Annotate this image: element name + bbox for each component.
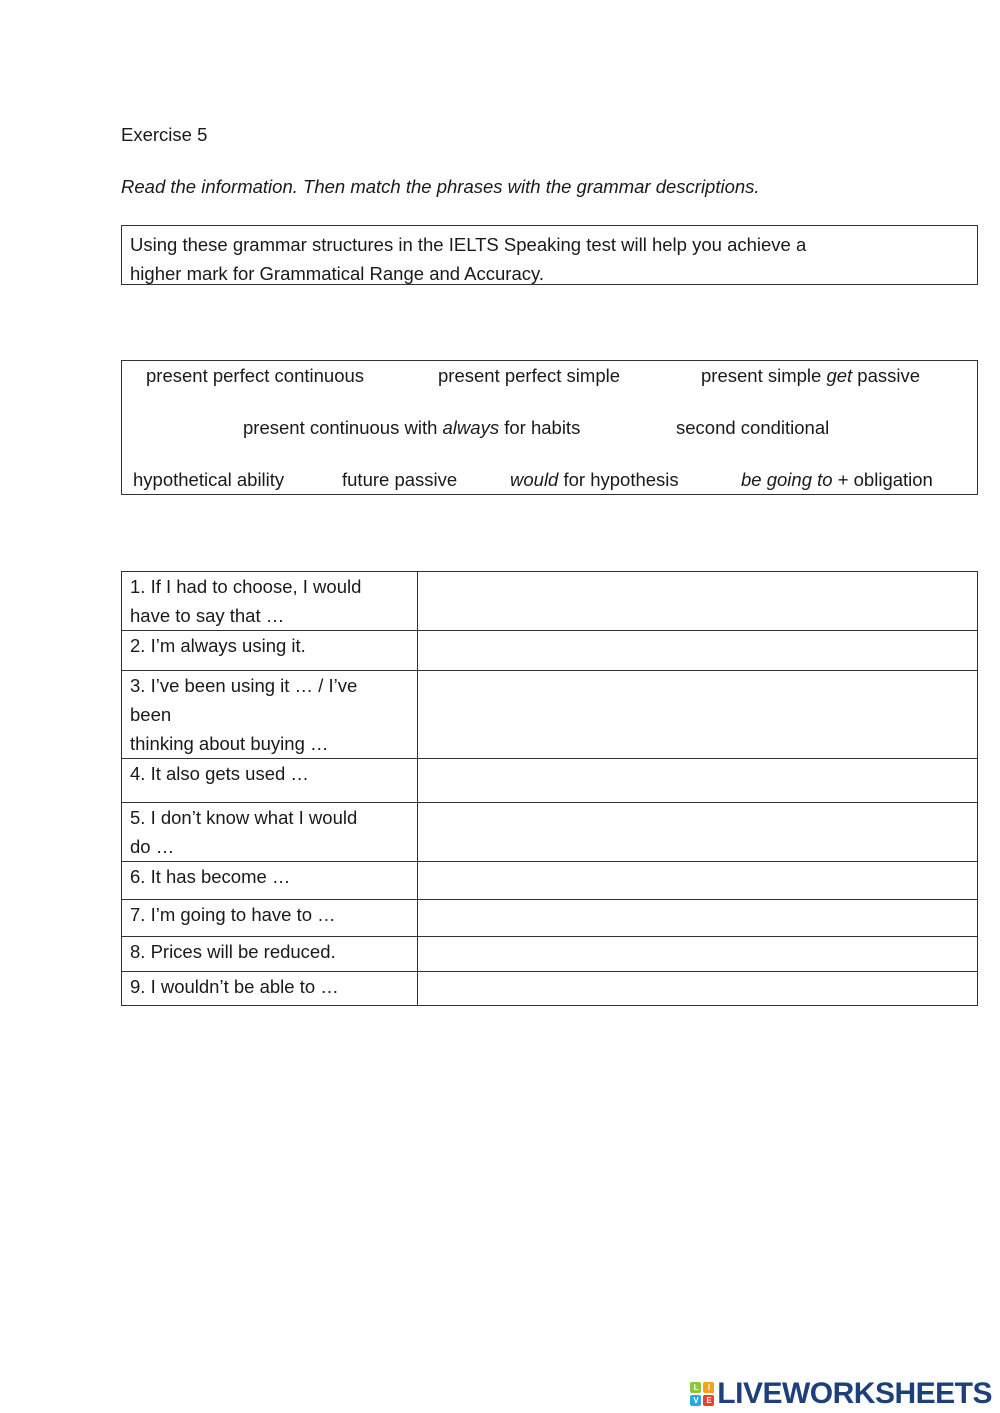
phrase-text: hypothetical ability <box>133 469 285 490</box>
answer-cell[interactable] <box>418 972 978 1006</box>
phrase-emphasis: get <box>826 365 853 386</box>
phrase-cell <box>122 759 418 803</box>
table-row <box>122 900 978 937</box>
table-row <box>122 972 978 1006</box>
phrase-option[interactable] <box>133 469 284 491</box>
phrase-line: 4. It also gets used … <box>130 763 309 784</box>
phrase-emphasis: always <box>442 417 500 438</box>
phrase-text: second conditional <box>676 417 830 438</box>
phrase-option[interactable] <box>741 469 933 491</box>
instruction: Read the information. Then match the phrases with the grammar descriptions. <box>121 176 760 197</box>
phrase-line: 9. I wouldn’t be able to … <box>130 976 339 997</box>
liveworksheets-logo <box>690 1377 992 1411</box>
table-row <box>122 671 978 759</box>
answer-cell[interactable] <box>418 937 978 972</box>
phrase-text: passive <box>852 365 921 386</box>
answer-cell[interactable] <box>418 631 978 671</box>
phrase-text: present perfect continuous <box>146 365 365 386</box>
answer-cell[interactable] <box>418 572 978 631</box>
phrase-cell <box>122 937 418 972</box>
phrase-text: for habits <box>499 417 581 438</box>
phrase-cell <box>122 671 418 759</box>
phrase-text: present perfect simple <box>438 365 621 386</box>
phrase-option[interactable] <box>243 417 580 439</box>
phrase-cell <box>122 631 418 671</box>
phrase-option[interactable] <box>342 469 457 491</box>
phrase-line: 1. If I had to choose, I would <box>130 576 362 597</box>
phrase-option[interactable] <box>146 365 364 387</box>
table-row <box>122 759 978 803</box>
phrase-option[interactable] <box>510 469 679 491</box>
info-box <box>121 225 978 285</box>
table-row <box>122 862 978 900</box>
phrase-cell <box>122 803 418 862</box>
phrase-text: present simple <box>701 365 827 386</box>
phrase-text: for hypothesis <box>558 469 679 490</box>
phrase-line: 5. I don’t know what I would <box>130 807 358 828</box>
info-line: Using these grammar structures in the IELTS Speaking test will help you achieve a <box>130 234 807 255</box>
answer-cell[interactable] <box>418 759 978 803</box>
phrase-line: 8. Prices will be reduced. <box>130 941 336 962</box>
phrase-cell <box>122 572 418 631</box>
phrase-emphasis: be going to <box>741 469 833 490</box>
phrase-bank <box>121 360 978 495</box>
matching-table <box>121 571 978 1006</box>
phrase-cell <box>122 972 418 1006</box>
phrase-line: 3. I’ve been using it … / I’ve <box>130 675 358 696</box>
phrase-text: present continuous with <box>243 417 443 438</box>
info-line: higher mark for Grammatical Range and Accuracy. <box>130 263 545 284</box>
answer-cell[interactable] <box>418 900 978 937</box>
table-row <box>122 803 978 862</box>
logo-blocks-icon: L I V E <box>690 1382 714 1406</box>
phrase-emphasis: would <box>510 469 559 490</box>
phrase-option[interactable] <box>438 365 620 387</box>
answer-cell[interactable] <box>418 862 978 900</box>
phrase-text: future passive <box>342 469 458 490</box>
exercise-title: Exercise 5 <box>121 124 208 145</box>
phrase-line: 6. It has become … <box>130 866 291 887</box>
phrase-line: do … <box>130 836 175 857</box>
phrase-line: 2. I’m always using it. <box>130 635 306 656</box>
phrase-text: + obligation <box>832 469 933 490</box>
phrase-line: thinking about buying … <box>130 733 329 754</box>
phrase-option[interactable] <box>676 417 829 439</box>
table-row <box>122 572 978 631</box>
table-row <box>122 631 978 671</box>
phrase-line: have to say that … <box>130 605 285 626</box>
phrase-line: been <box>130 704 172 725</box>
phrase-line: 7. I’m going to have to … <box>130 904 336 925</box>
phrase-option[interactable] <box>701 365 920 387</box>
table-row <box>122 937 978 972</box>
phrase-cell <box>122 862 418 900</box>
answer-cell[interactable] <box>418 671 978 759</box>
logo-text: LIVEWORKSHEETS <box>717 1377 992 1410</box>
phrase-cell <box>122 900 418 937</box>
answer-cell[interactable] <box>418 803 978 862</box>
